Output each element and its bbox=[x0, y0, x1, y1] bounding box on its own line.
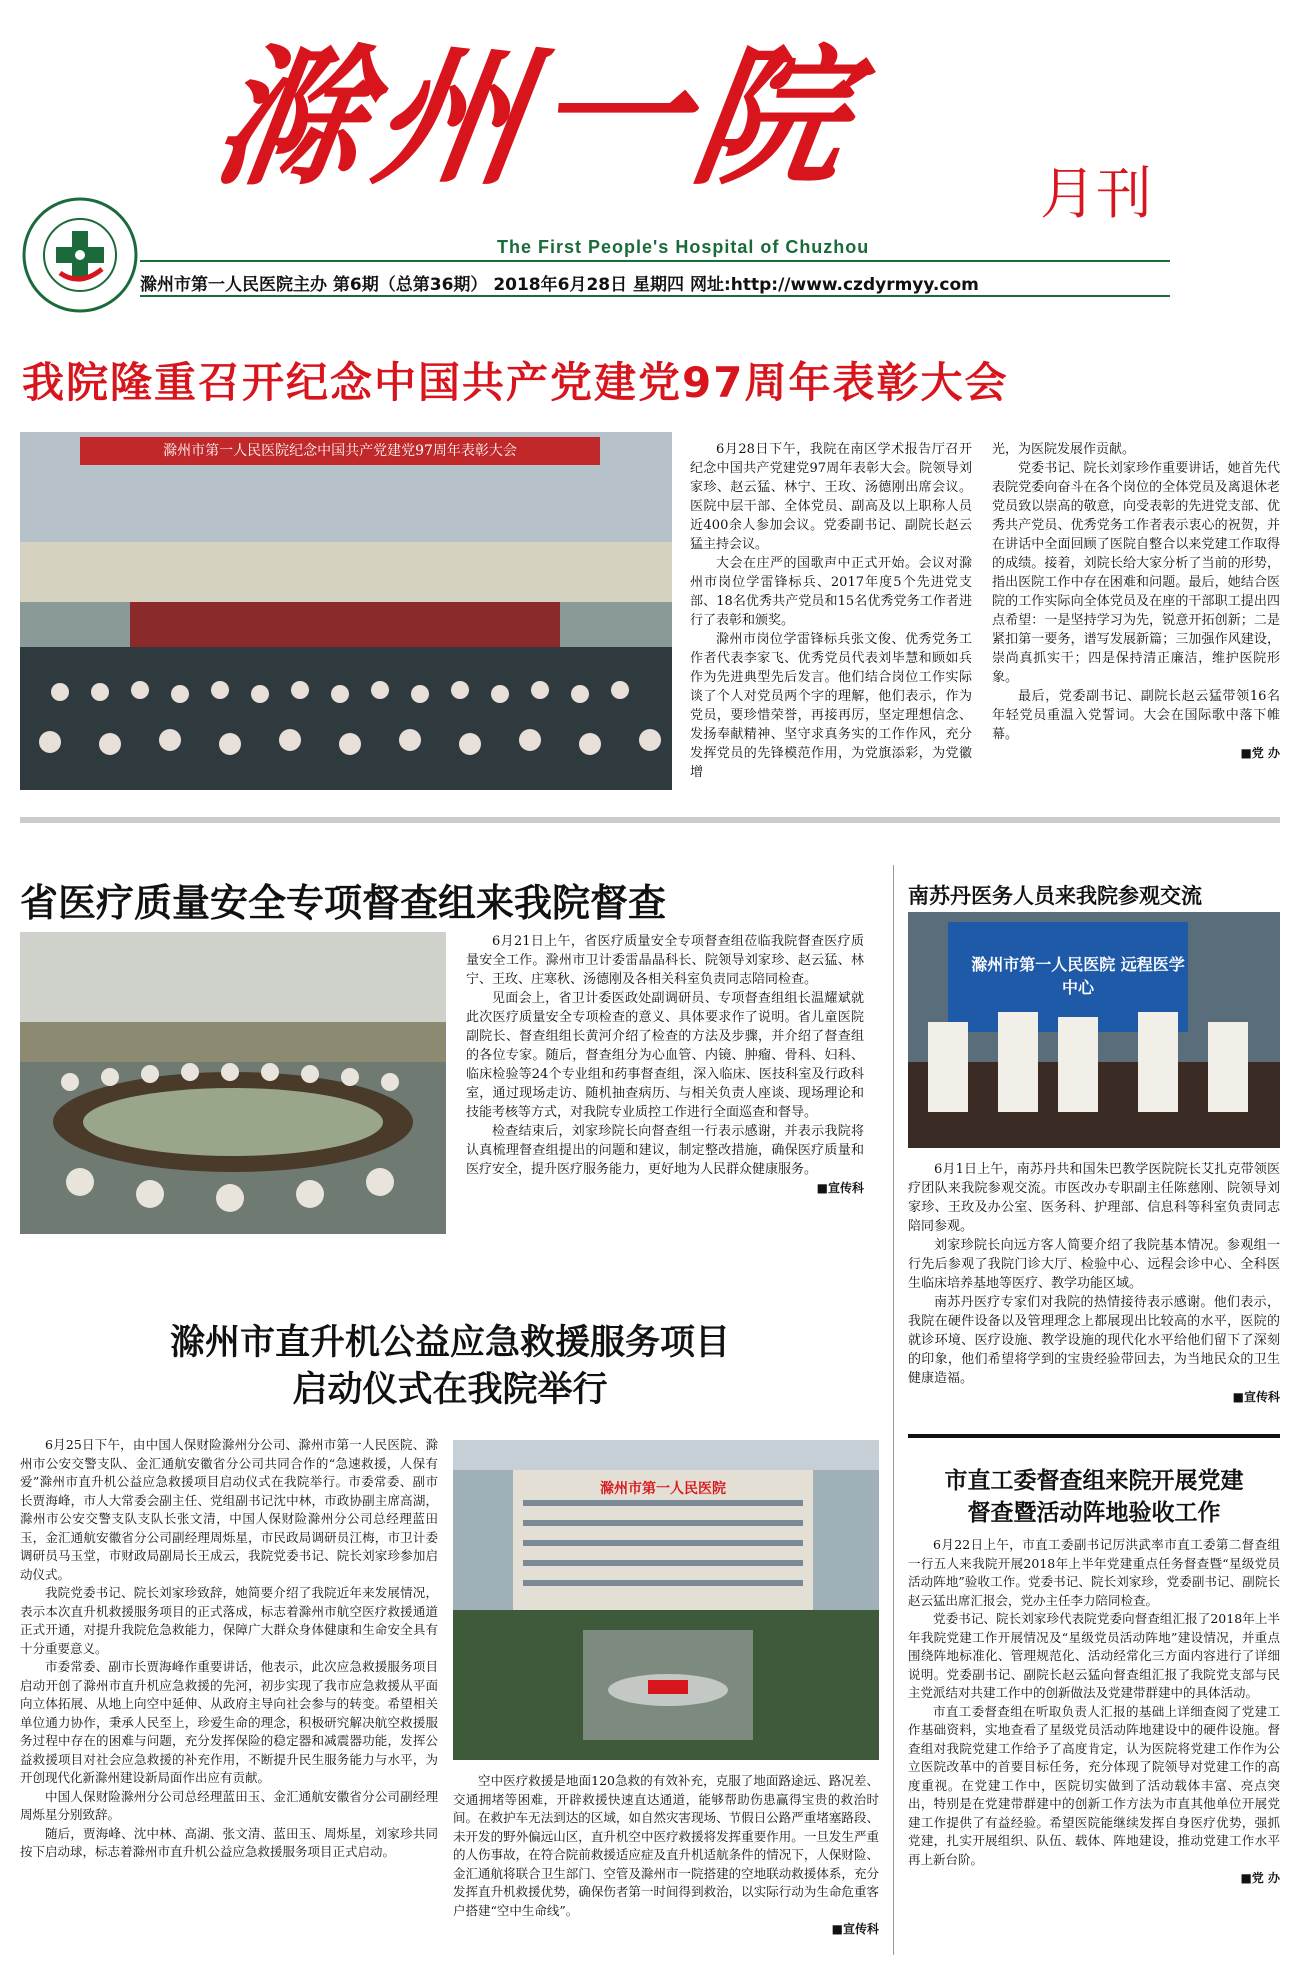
party-headline-2: 督查暨活动阵地验收工作 bbox=[967, 1500, 1221, 1526]
sudan-headline: 南苏丹医务人员来我院参观交流 bbox=[908, 884, 1202, 908]
hospital-logo bbox=[20, 195, 140, 315]
helicopter-paragraph: 中国人保财险滁州分公司总经理蓝田玉、金汇通航安徽省分公司副经理周烁星分别致辞。 bbox=[20, 1788, 438, 1822]
party-headline-1: 市直工委督查组来院开展党建 bbox=[944, 1468, 1244, 1494]
lead-column-1 bbox=[690, 440, 972, 782]
inspection-headline: 省医疗质量安全专项督查组来我院督查 bbox=[20, 881, 667, 925]
lead-paragraph: 6月28日下午，我院在南区学术报告厅召开纪念中国共产党建党97周年表彰大会。院领导刘家珍、赵云猛、林宁、王玫、汤德刚出席会议。医院中层干部、全体党员、副高及以上职称人员近400余人参加会议。党委副书记、副院长赵云猛主持会议。 bbox=[690, 442, 972, 552]
lead-paragraph: 大会在庄严的国歌声中正式开始。会议对滁州市岗位学雷锋标兵、2017年度5个先进党支部、18名优秀共产党员和15名优秀党务工作者进行了表彰和颁奖。 bbox=[690, 556, 972, 628]
masthead-rule-top bbox=[140, 260, 1170, 262]
helicopter-paragraph: 空中医疗救援是地面120急救的有效补充，克服了地面路途远、路况差、交通拥堵等困难，开辟救援快速直达通道，能够帮助伤患赢得宝贵的救治时间。在救护车无法到达的区域，如自然灾害现场、节假日公路严重堵塞路段、未开发的野外偏远山区，直升机空中医疗救援将发挥重要作用。一旦发生严重的人伤事故，在符合院前救援适应症及直升机适航条件的情况下，人保财险、金汇通航将联合卫生部门、空管及滁州市一院搭建的空地联动救援体系，充分发挥直升机救援优势，确保伤者第一时间得到救治，以实际行动为生命危重客户搭建“空中生命线”。 bbox=[453, 1773, 879, 1918]
masthead-subtitle: 月刊 bbox=[1040, 162, 1152, 227]
lead-headline: 我院隆重召开纪念中国共产党建党97周年表彰大会 bbox=[22, 358, 1009, 407]
party-body bbox=[908, 1536, 1280, 1888]
section-divider bbox=[20, 817, 1280, 823]
helicopter-photo bbox=[453, 1440, 879, 1760]
helicopter-headline-1: 滁州市直升机公益应急救援服务项目 bbox=[169, 1323, 730, 1363]
helicopter-body-left bbox=[20, 1436, 438, 1862]
party-paragraph: 6月22日上午，市直工委副书记厉洪武率市直工委第二督查组一行五人来我院开展2018年上半年党建重点任务督查暨“星级党员活动阵地”验收工作。党委书记、院长刘家珍，党委副书记、副院长赵云猛出席汇报会，党办主任李力陪同检查。 bbox=[908, 1537, 1280, 1608]
issue-line: 滁州市第一人民医院主办 第6期（总第36期） 2018年6月28日 星期四 网址:http://www.czdyrmyy.com bbox=[140, 275, 979, 295]
helicopter-paragraph: 我院党委书记、院长刘家珍致辞，她简要介绍了我院近年来发展情况，表示本次直升机救援服务项目的正式落成，标志着滁州市航空医疗救援通道正式开通，对提升我院危急救能力，保障广大群众身体健康和生命安全具有十分重要意义。 bbox=[20, 1585, 438, 1656]
lead-paragraph: 最后，党委副书记、副院长赵云猛带领16名年轻党员重温入党誓词。大会在国际歌中落下帷幕。 bbox=[992, 689, 1280, 742]
inspection-body bbox=[466, 932, 864, 1198]
party-paragraph: 党委书记、院长刘家珍代表院党委向督查组汇报了2018年上半年我院党建工作开展情况及“星级党员活动阵地”建设情况，并重点围绕阵地标准化、管理规范化、活动经常化三方面内容进行了详细说明。党委副书记、副院长赵云猛向督查组汇报了我院党支部与民主党派结对共建工作中的创新做法及党建带群建中的具体活动。 bbox=[908, 1611, 1280, 1700]
helicopter-byline: ■宣传科 bbox=[831, 1922, 879, 1936]
lead-paragraph: 光，为医院发展作贡献。 bbox=[992, 442, 1136, 457]
helicopter-headline-2: 启动仪式在我院举行 bbox=[292, 1370, 608, 1410]
lead-photo bbox=[20, 432, 672, 790]
lead-column-2 bbox=[992, 440, 1280, 763]
inspection-paragraph: 见面会上，省卫计委医政处副调研员、专项督查组组长温耀斌就此次医疗质量安全专项检查的意义、具体要求作了说明。省儿童医院副院长、督查组组长黄河介绍了检查的方法及步骤，并介绍了督查组的各位专家。随后，督查组分为心血管、内镜、肿瘤、骨科、妇科、临床检验等24个专业组和药事督查组，深入临床、医技科室及行政科室，通过现场走访、随机抽查病历、与相关负责人座谈、现场理论和技能考核等方式，对我院专业质控工作进行全面巡查和督导。 bbox=[466, 991, 864, 1120]
helicopter-photo-sign: 滁州市第一人民医院 bbox=[600, 1481, 726, 1497]
sudan-byline: ■宣传科 bbox=[1232, 1390, 1280, 1404]
helicopter-body-right bbox=[453, 1772, 879, 1939]
sudan-photo bbox=[908, 912, 1280, 1148]
sudan-body bbox=[908, 1160, 1280, 1407]
inspection-byline: ■宣传科 bbox=[816, 1181, 864, 1195]
lead-paragraph: 党委书记、院长刘家珍作重要讲话，她首先代表院党委向奋斗在各个岗位的全体党员及离退休老党员致以崇高的敬意，向受表彰的先进党支部、优秀共产党员、优秀党务工作者表示衷心的祝贺，并在讲话中全面回顾了医院自整合以来党建工作取得的成绩。接着，刘院长给大家分析了当前的形势，指出医院工作中存在困难和问题。最后，她结合医院的工作实际向全体党员及在座的干部职工提出四点希望：一是坚持学习为先，锐意开拓创新；二是紧扣第一要务，谱写发展新篇；三加强作风建设，崇尚真抓实干；四是保持清正廉洁，维护医院形象。 bbox=[992, 461, 1280, 685]
lead-byline: ■党 办 bbox=[1240, 746, 1280, 760]
inspection-paragraph: 检查结束后，刘家珍院长向督查组一行表示感谢，并表示我院将认真梳理督查组提出的问题和建议，制定整改措施，确保医疗质量和医疗安全，提升医疗服务能力，更好地为人民群众健康服务。 bbox=[466, 1124, 864, 1177]
helicopter-paragraph: 随后，贾海峰、沈中林、高湖、张文清、蓝田玉、周烁星，刘家珍共同按下启动球，标志着滁州市直升机公益应急救援服务项目正式启动。 bbox=[20, 1825, 438, 1859]
helicopter-paragraph: 6月25日下午，由中国人保财险滁州分公司、滁州市第一人民医院、滁州市公安交警支队、金汇通航安徽省分公司共同合作的“急速救援，人保有爱”滁州市直升机公益应急救援项目启动仪式在我院举行。市委常委、副市长贾海峰，市人大常委会副主任、党组副书记沈中林，市政协副主席高湖，滁州市公安交警支队支队长张文清，中国人保财险滁州分公司总经理蓝田玉，金汇通航安徽省分公司副经理周烁星，市民政局调研员江梅，市卫计委调研员马玉堂，市财政局副局长王成云，我院党委书记、院长刘家珍参加启动仪式。 bbox=[20, 1437, 438, 1582]
lead-paragraph: 滁州市岗位学雷锋标兵张文俊、优秀党务工作者代表李家飞、优秀党员代表刘毕慧和顾如兵作为先进典型先后发言。他们结合岗位工作实际谈了个人对党员两个字的理解，他们表示，作为党员，要珍惜荣誉，再接再厉，坚定理想信念、发扬奉献精神、坚守求真务实的工作作风，充分发挥党员的先锋模范作用，为党旗添彩，为党徽增 bbox=[690, 632, 972, 780]
sudan-paragraph: 6月1日上午，南苏丹共和国朱巴教学医院院长艾扎克带领医疗团队来我院参观交流。市医改办专职副主任陈慈刚、院领导刘家珍、王玫及办公室、医务科、护理部、信息科等科室负责同志陪同参观。 bbox=[908, 1162, 1280, 1234]
masthead-english-name: The First People's Hospital of Chuzhou bbox=[497, 237, 870, 257]
masthead-title: 滁州一院 bbox=[203, 30, 869, 206]
sudan-paragraph: 南苏丹医疗专家们对我院的热情接待表示感谢。他们表示，我院在硬件设备以及管理理念上都展现出比较高的水平，医院的就诊环境、医疗设施、教学设施的现代化水平给他们留下了深刻的印象，他们希望将学到的宝贵经验带回去，为当地民众的卫生健康造福。 bbox=[908, 1295, 1280, 1386]
lead-photo-banner: 滁州市第一人民医院纪念中国共产党建党97周年表彰大会 bbox=[163, 443, 517, 459]
column-rule bbox=[893, 865, 894, 1955]
inspection-paragraph: 6月21日上午，省医疗质量安全专项督查组莅临我院督查医疗质量安全工作。滁州市卫计委雷晶晶科长、院领导刘家珍、赵云猛、林宁、王玫、庄寒秋、汤德刚及各相关科室负责同志陪同检查。 bbox=[466, 934, 864, 987]
masthead-rule-bottom bbox=[140, 295, 1170, 297]
party-byline: ■党 办 bbox=[1240, 1871, 1280, 1885]
sudan-photo-sign: 滁州市第一人民医院 远程医学中心 bbox=[971, 955, 1185, 997]
inspection-photo bbox=[20, 932, 446, 1234]
sudan-paragraph: 刘家珍院长向远方客人简要介绍了我院基本情况。参观组一行先后参观了我院门诊大厅、检验中心、远程会诊中心、全科医生临床培养基地等医疗、教学功能区域。 bbox=[908, 1238, 1280, 1291]
party-paragraph: 市直工委督查组在听取负责人汇报的基础上详细查阅了党建工作基础资料，实地查看了星级党员活动阵地建设中的硬件设施。督查组对我院党建工作给予了高度肯定，认为医院将党建工作作为公立医院改革中的首要目标任务，充分体现了院领导对党建工作的高度重视。在党建工作中，医院切实做到了活动载体丰富、亮点突出，特别是在党建带群建中的创新工作方法为市直其他单位开展党建工作提供了有益经验。希望医院能继续发挥自身医疗优势，强抓党建，扎实开展组织、队伍、载体、阵地建设，推动党建工作水平再上新台阶。 bbox=[908, 1703, 1280, 1867]
sidebar-divider bbox=[908, 1434, 1280, 1438]
helicopter-paragraph: 市委常委、副市长贾海峰作重要讲话，他表示，此次应急救援服务项目启动开创了滁州市直升机应急救援的先河，初步实现了我市应急救援从平面向立体拓展、从地上向空中延伸、从政府主导向社会参与的转变。希望相关单位通力协作，秉承人民至上，珍爱生命的理念，积极研究解决航空救援服务过程中存在的困难与问题，充分发挥保险的稳定器和减震器功能，发挥公益救援项目对社会应急救援的补充作用，不断提升民生服务能力与水平，为开创现代化新滁州建设新局面作出应有贡献。 bbox=[20, 1659, 438, 1785]
